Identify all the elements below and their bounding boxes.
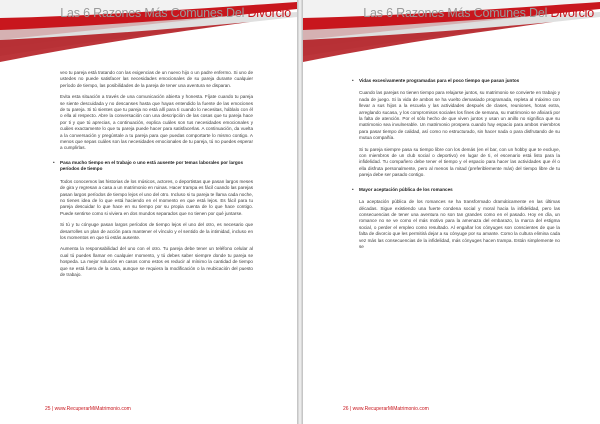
bullet-heading xyxy=(53,159,253,173)
footer-url-link[interactable]: www.RecuperarMiMatrimonio.com xyxy=(352,406,429,412)
paragraph: Cuando las parejas no tienen tiempo para relajarse juntos, su matrimonio se convierte en trabajo y nada de juego. Si la vida de ambos se ha vuelto demasiado programada, repleta al máximo con llevar a sus hijos a la escuela y las actividades después de clases, reuniones, horas extra, arreglando sucasa, y los compromisos sociales los fines de semana, su matrimonio se afixiará por la falta de atención. Por el sólo hecho de que viven juntos y usan un anillo no significa que su matrimonio sea invulnerable. Un matrimonio prospera cuando hay espacio para ambos miembros para pasar tiempo de calidad, así como no estructurado, sin hacer nada o para disfrutando de su mutua compañía. xyxy=(359,90,560,141)
paragraph: veo tu pareja está tratando con las exigencias de un nuevo hijo o un padre enfermo. Si uno de ustedes no puede satisfacer las necesidades emocionales de su pareja durante cualquier período de tiempo, las posibilidades de la pareja de tener una aventura se disparan. xyxy=(60,70,253,88)
bullet-heading xyxy=(352,186,560,193)
page-footer: 26 | www.RecuperarMiMatrimonio.com xyxy=(343,406,429,412)
right-page-content xyxy=(352,70,560,255)
header-title-accent: Divorcio xyxy=(550,6,594,20)
bullet-heading-text: Mayor aceptación pública de los romances xyxy=(359,186,453,192)
header-title-text: Las 6 Razones Más Comunes Del xyxy=(363,6,551,20)
page-footer: 25 | www.RecuperarMiMatrimonio.com xyxy=(45,406,131,412)
paragraph: Aumenta la responsabilidad del uno con el otro. Tu pareja debe tener un teléfono celular al cual tú puedes llamar en cualquier momento, y tú debes saber siempre donde tu pareja se hospeda. La mejor solución en casos como estos es reducir al mínimo la cantidad de tiempo que se está fuera de la casa, aunque se requiera la modificación o la reubicación del puesto de trabajo. xyxy=(60,246,253,277)
header-title-accent: Divorcio xyxy=(247,6,291,20)
right-page xyxy=(303,0,600,424)
header-title xyxy=(60,6,291,20)
left-page xyxy=(0,0,297,424)
bullet-heading-text: Pasa mucho tiempo en el trabajo o uno está ausente por temas laborales por largos períodos de tiempo xyxy=(60,159,244,172)
paragraph: Evita esta situación a través de una comunicación abierta y honesta. Fíjate cuando tu pareja se siente descuidada y no descanses hasta que hayas entendido la fuente de las emociones de tu pareja. Si tú sientes que tu pareja no está allí para ti cuando lo necesitas, háblalo con él o ella al respecto. Abre la conversación con una descripción de las cosas que tu pareja hace por ti y que tú aprecias, a continuación, explica cuáles son tus necesidades emocionales y cuáles exactamente lo que tu pareja puede hacer para satisfacerlas. A continuación, da vuelta a la conversación y pregúntale a tu pareja para que puedas comportarte lo mismo contigo. A menos que sepas cuáles son las necesidades emocionales de tu pareja, tú no puedes esperar a cumplirlas. xyxy=(60,94,253,151)
paragraph: Si tu pareja siempre pasa su tiempo libre con los demás (en el bar, con un hobby que te excluye, con miembros de un club social o deportivo) en lugar de ti, el escenario está listo para la infidelidad. Tu compañero debe tener el tiempo y el espacio para hacer las actividades que él o ella disfruta personalmente, pero al menos la mitad (preferiblemente más) del tiempo libre de tu pareja debe ser pasado contigo. xyxy=(359,146,560,178)
header-title xyxy=(363,6,594,20)
bullet-heading xyxy=(352,78,560,84)
page-number: 26 xyxy=(343,406,349,412)
paragraph: Si tú y tu cónyuge pasan largos períodos de tiempo lejos el uno del otro, es necesario que desarrolles un plan de acción para mantener el vínculo y el sentido de la intimidad, incluso en los momentos en que tú estás ausente. xyxy=(60,222,253,240)
bullet-icon: • xyxy=(352,78,354,83)
bullet-icon: • xyxy=(53,159,55,165)
bullet-icon: • xyxy=(352,186,354,192)
paragraph: Todos conocemos las historias de los músicos, actores, o deportistas que pasan largos meses de gira y regresan a casa a un matrimonio en ruinas. Hacer trampa es fácil cuando las parejas pasan largos períodos de tiempo lejos el uno del otro. Incluso si tu pareja te llama cada noche, no tienes idea de lo que está haciendo en el momento en que está lejos. Es fácil para tu pareja descuidar lo que hace en su tiempo por su propia cuenta de lo que hace contigo. Puede sentirse como si viviera en dos mundos separados que no tienen por qué juntarse. xyxy=(60,178,253,216)
header-title-text: Las 6 Razones Más Comunes Del xyxy=(60,6,248,20)
left-page-content xyxy=(53,70,253,283)
page-number: 25 xyxy=(45,406,51,412)
paragraph: La aceptación pública de los romances se ha transformado dramáticamente en las últimas décadas. Sigue existiendo una fuerte condena social y moral hacia la infidelidad, pero las consecuencias de tener una aventura no son tan grandes como en el pasado. Hoy en día, un romance no se ve como el más motivo para la amenaza del embarazo, la marca del estigma social, o perder el empleo como resultado. Al engañar los cónyuges son conscientes de que la falta de divorcio que les permitirá dejar a su cónyuge por su amante. Como la cultura elimina cada vez más las consecuencias de la infidelidad, más cónyuges hacen trampa. Están simplemente no se xyxy=(359,199,560,249)
footer-url-link[interactable]: www.RecuperarMiMatrimonio.com xyxy=(54,406,131,412)
bullet-heading-text: Vidas excesivamente programadas para el poco tiempo que pasan juntos xyxy=(359,78,520,83)
